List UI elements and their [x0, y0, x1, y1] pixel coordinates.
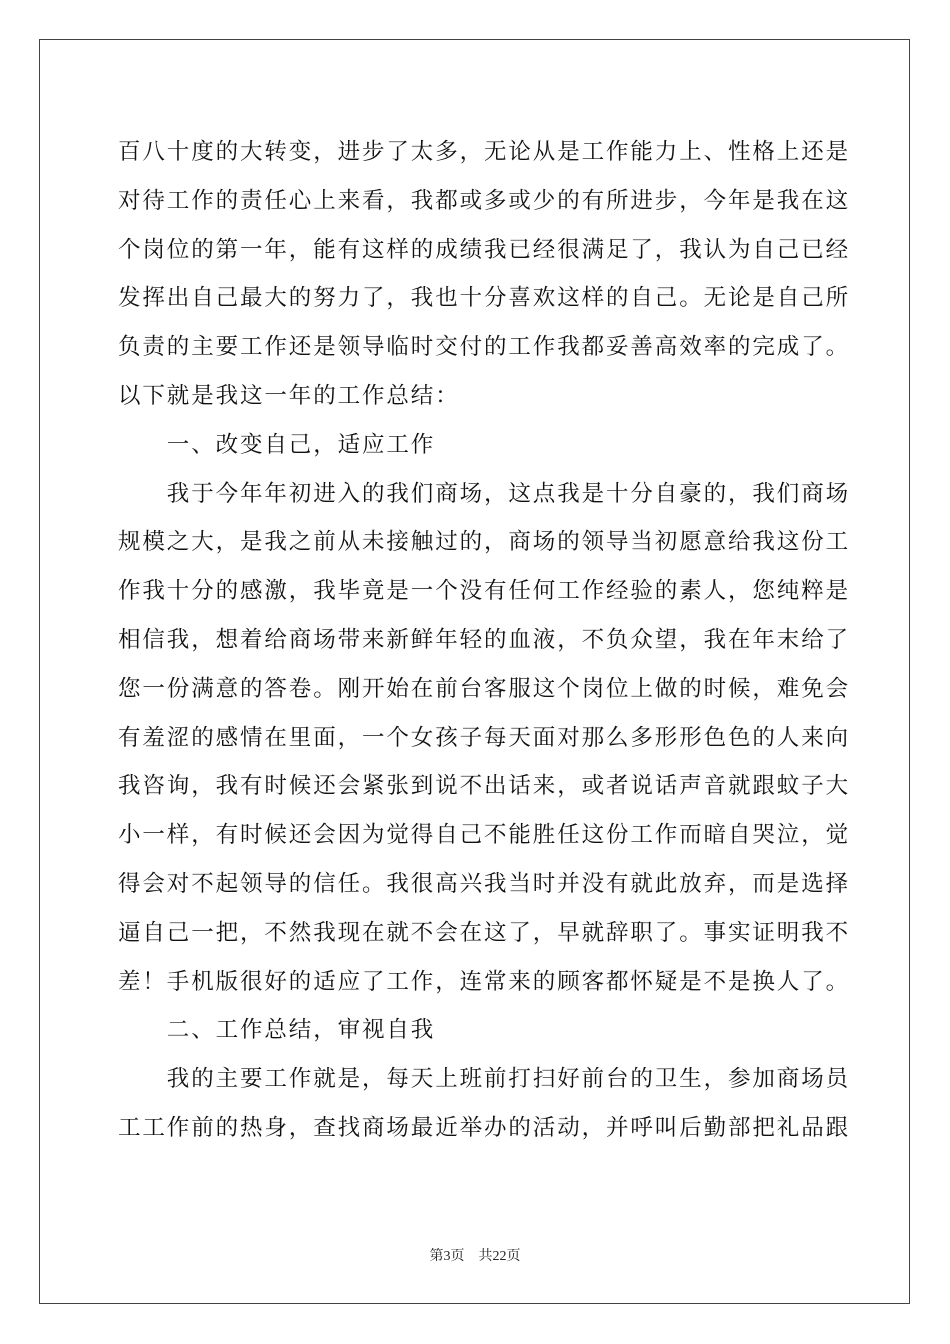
text-line: 个岗位的第一年，能有这样的成绩我已经很满足了，我认为自己已经 [118, 236, 851, 263]
page-number: 第3页 [429, 1249, 465, 1264]
text-line: 我于今年年初进入的我们商场，这点我是十分自豪的，我们商场 [118, 480, 851, 507]
text-line: 逼自己一把，不然我现在就不会在这了，早就辞职了。事实证明我不 [118, 919, 851, 946]
page-footer [0, 1245, 950, 1265]
text-line: 相信我，想着给商场带来新鲜年轻的血液，不负众望，我在年末给了 [118, 626, 851, 653]
section-heading: 二、工作总结，审视自我 [118, 1017, 436, 1044]
text-line: 小一样，有时候还会因为觉得自己不能胜任这份工作而暗自哭泣，觉 [118, 822, 851, 849]
text-line: 对待工作的责任心上来看，我都或多或少的有所进步，今年是我在这 [118, 187, 851, 214]
text-line: 工工作前的热身，查找商场最近举办的活动，并呼叫后勤部把礼品跟 [118, 1114, 851, 1141]
text-line: 规模之大，是我之前从未接触过的，商场的领导当初愿意给我这份工 [118, 529, 851, 556]
text-line: 得会对不起领导的信任。我很高兴我当时并没有就此放弃，而是选择 [118, 870, 851, 897]
text-line: 作我十分的感激，我毕竟是一个没有任何工作经验的素人，您纯粹是 [118, 578, 851, 605]
text-line: 我咨询，我有时候还会紧张到说不出话来，或者说话声音就跟蚊子大 [118, 773, 851, 800]
text-line: 发挥出自己最大的努力了，我也十分喜欢这样的自己。无论是自己所 [118, 285, 851, 312]
text-line: 负责的主要工作还是领导临时交付的工作我都妥善高效率的完成了。 [118, 334, 851, 361]
text-line: 我的主要工作就是，每天上班前打扫好前台的卫生，参加商场员 [118, 1066, 851, 1093]
section-heading: 一、改变自己，适应工作 [118, 431, 436, 458]
text-line: 以下就是我这一年的工作总结： [118, 382, 460, 409]
text-line: 有羞涩的感情在里面，一个女孩子每天面对那么多形形色色的人来向 [118, 724, 851, 751]
document-body [118, 128, 851, 1153]
total-pages: 共22页 [478, 1249, 521, 1264]
text-line: 您一份满意的答卷。刚开始在前台客服这个岗位上做的时候，难免会 [118, 675, 851, 702]
text-line: 百八十度的大转变，进步了太多，无论从是工作能力上、性格上还是 [118, 139, 851, 165]
text-line: 差！手机版很好的适应了工作，连常来的顾客都怀疑是不是换人了。 [118, 968, 851, 995]
